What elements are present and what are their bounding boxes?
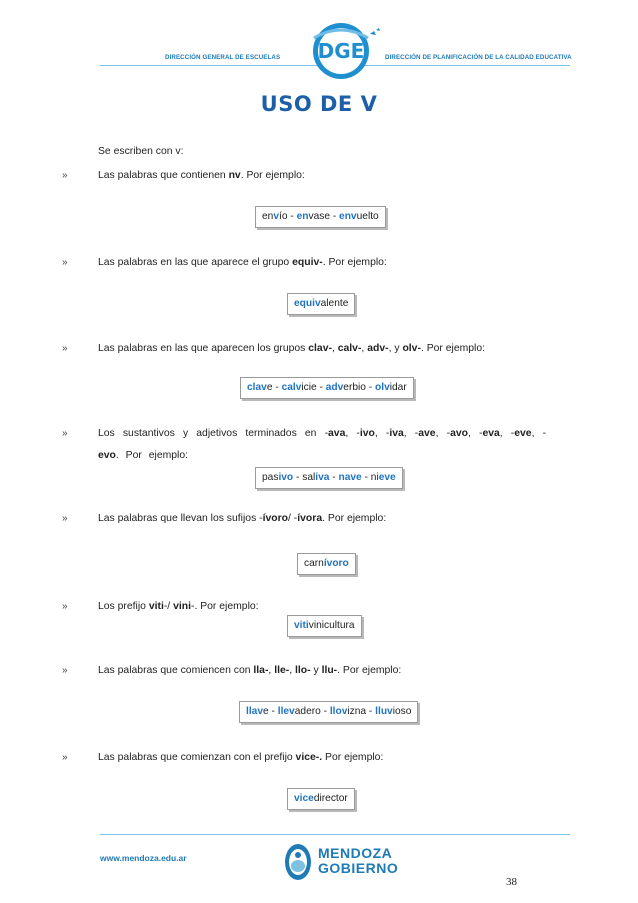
example-box xyxy=(287,615,362,637)
rule-text-run: Los prefijo xyxy=(98,601,149,612)
example-text-run: - sal xyxy=(293,472,316,483)
rule-text xyxy=(98,252,546,274)
rule-keyword: equiv- xyxy=(292,257,323,268)
footer-brand xyxy=(318,846,398,876)
bullet-icon: » xyxy=(62,257,68,268)
rule-keyword: lle- xyxy=(274,665,290,676)
example-highlight: viti xyxy=(294,620,309,631)
example-text-run: director xyxy=(313,793,348,804)
rule-text-run: Por ejemplo: xyxy=(322,752,384,763)
header-left-label: DIRECCIÓN GENERAL DE ESCUELAS xyxy=(162,54,283,61)
example-box xyxy=(287,788,355,810)
dge-logo-text: DGE xyxy=(317,39,365,63)
rule-keyword: ave xyxy=(418,428,436,439)
example-box xyxy=(287,293,355,315)
example-box xyxy=(239,701,418,723)
rule-keyword: vice-. xyxy=(295,752,323,763)
example-highlight: v xyxy=(273,211,280,222)
example-text-run: uelto xyxy=(356,211,379,222)
rule-text-run: -/ xyxy=(163,601,174,612)
bullet-icon: » xyxy=(62,428,68,439)
example-box xyxy=(255,467,403,489)
rule-text-run: , - xyxy=(345,428,360,439)
header-right-label: DIRECCIÓN DE PLANIFICACIÓN DE LA CALIDAD EDUCATIVA xyxy=(382,54,575,61)
rule-text-run: Los sustantivos y adjetivos terminados en - xyxy=(98,428,329,439)
example-text-run: - ni xyxy=(361,472,379,483)
rule-keyword: ava xyxy=(328,428,346,439)
rule-text-run: . Por ejemplo: xyxy=(115,450,189,461)
example-text-run: e - xyxy=(263,706,278,717)
bullet-icon: » xyxy=(62,752,68,763)
footer-brand-line1: MENDOZA xyxy=(318,845,393,861)
footer-brand-line2: GOBIERNO xyxy=(318,860,399,876)
rule-keyword: eva xyxy=(482,428,500,439)
example-highlight: llav xyxy=(246,706,263,717)
example-highlight: calv xyxy=(281,382,302,393)
rule-keyword: calv- xyxy=(337,343,362,354)
example-highlight: equiv xyxy=(294,298,321,309)
footer-rule xyxy=(100,834,570,835)
example-highlight: clav xyxy=(247,382,267,393)
example-text-run: vinicultura xyxy=(308,620,355,631)
rule-text-run: , - xyxy=(435,428,451,439)
rule-text-run: Las palabras en las que aparecen los grupos xyxy=(98,343,309,354)
page-number: 38 xyxy=(506,876,517,888)
rule-keyword: llo- xyxy=(294,665,311,676)
example-highlight: ívoro xyxy=(323,558,349,569)
bullet-icon: » xyxy=(62,665,68,676)
example-box xyxy=(297,553,356,575)
example-text-run: izna - xyxy=(347,706,376,717)
example-highlight: llev xyxy=(277,706,295,717)
example-text-run: ío - xyxy=(279,211,297,222)
example-text-run: carn xyxy=(304,558,324,569)
rule-text-run: Las palabras que llevan los sufijos - xyxy=(98,513,263,524)
rule-text-run: . Por ejemplo: xyxy=(322,257,387,268)
bullet-icon: » xyxy=(62,601,68,612)
dge-logo xyxy=(296,20,386,82)
rule-text-run: Las palabras que comiencen con xyxy=(98,665,254,676)
example-highlight: env xyxy=(339,211,357,222)
rule-text-run: , - xyxy=(467,428,483,439)
rule-keyword: iva xyxy=(389,428,404,439)
example-text-run: vase - xyxy=(308,211,340,222)
example-text-run: icie - xyxy=(301,382,326,393)
example-highlight: lluv xyxy=(375,706,393,717)
rule-text-run: , - xyxy=(499,428,515,439)
rule-keyword: clav- xyxy=(308,343,332,354)
rule-keyword: ivo xyxy=(359,428,375,439)
rule-text xyxy=(98,165,546,187)
rule-text-run: . Por ejemplo: xyxy=(240,170,305,181)
rule-keyword: avo xyxy=(450,428,468,439)
example-highlight: ivo xyxy=(278,472,294,483)
rule-keyword: evo xyxy=(98,450,116,461)
bullet-icon: » xyxy=(62,170,68,181)
rule-text-run: , xyxy=(361,343,368,354)
example-text-run: pas xyxy=(262,472,279,483)
example-text-run: - xyxy=(329,472,339,483)
rule-keyword: ívoro xyxy=(262,513,289,524)
bullet-icon: » xyxy=(62,513,68,524)
example-highlight: en xyxy=(296,211,309,222)
bullet-icon: » xyxy=(62,343,68,354)
rule-keyword: vini xyxy=(173,601,191,612)
example-text-run: alente xyxy=(320,298,349,309)
page-title: USO DE V xyxy=(260,92,378,116)
example-box xyxy=(255,206,386,228)
rule-text-run: . Por ejemplo: xyxy=(322,513,387,524)
example-highlight: nave xyxy=(338,472,362,483)
mendoza-shield-icon xyxy=(282,840,314,884)
example-highlight: vice xyxy=(294,793,314,804)
rule-text-run: . Por ejemplo: xyxy=(420,343,486,354)
rule-keyword: adv- xyxy=(367,343,389,354)
rule-keyword: olv- xyxy=(402,343,421,354)
rule-text-run: Las palabras que contienen xyxy=(98,170,229,181)
example-text-run: e - xyxy=(266,382,282,393)
rule-keyword: viti xyxy=(148,601,164,612)
rule-keyword: llu- xyxy=(321,665,338,676)
rule-text-run: , - xyxy=(403,428,419,439)
example-text-run: adero - xyxy=(294,706,330,717)
rule-text xyxy=(98,747,546,769)
rule-text-run: Las palabras que comienzan con el prefijo xyxy=(98,752,296,763)
rule-text-run: y xyxy=(310,665,322,676)
rule-text-run: -. Por ejemplo: xyxy=(190,601,259,612)
example-text-run: idar xyxy=(389,382,407,393)
rule-text-run: , - xyxy=(374,428,390,439)
example-text-run: en xyxy=(262,211,274,222)
rule-keyword: lla- xyxy=(253,665,269,676)
example-text-run: erbio - xyxy=(343,382,376,393)
example-box xyxy=(240,377,414,399)
rule-text-run: / - xyxy=(288,513,298,524)
rule-text xyxy=(98,660,546,682)
rule-keyword: ívora xyxy=(297,513,323,524)
example-text-run: ioso xyxy=(392,706,412,717)
example-highlight: adv xyxy=(325,382,344,393)
example-highlight: llov xyxy=(329,706,348,717)
rule-text-run: , - xyxy=(531,428,547,439)
example-highlight: eve xyxy=(378,472,396,483)
rule-text-run: , xyxy=(331,343,338,354)
example-highlight: olv xyxy=(375,382,390,393)
rule-text xyxy=(98,423,546,467)
rule-keyword: nv xyxy=(228,170,241,181)
rule-keyword: eve xyxy=(514,428,532,439)
rule-text-run: , xyxy=(268,665,275,676)
rule-text-run: , xyxy=(289,665,295,676)
example-highlight: iva xyxy=(315,472,330,483)
rule-text xyxy=(98,338,546,360)
rule-text-run: . Por ejemplo: xyxy=(337,665,402,676)
rule-text xyxy=(98,508,546,530)
intro-text: Se escriben con v: xyxy=(98,146,184,157)
footer-website: www.mendoza.edu.ar xyxy=(100,853,187,863)
rule-text-run: , y xyxy=(388,343,403,354)
rule-text-run: Las palabras en las que aparece el grupo xyxy=(98,257,293,268)
